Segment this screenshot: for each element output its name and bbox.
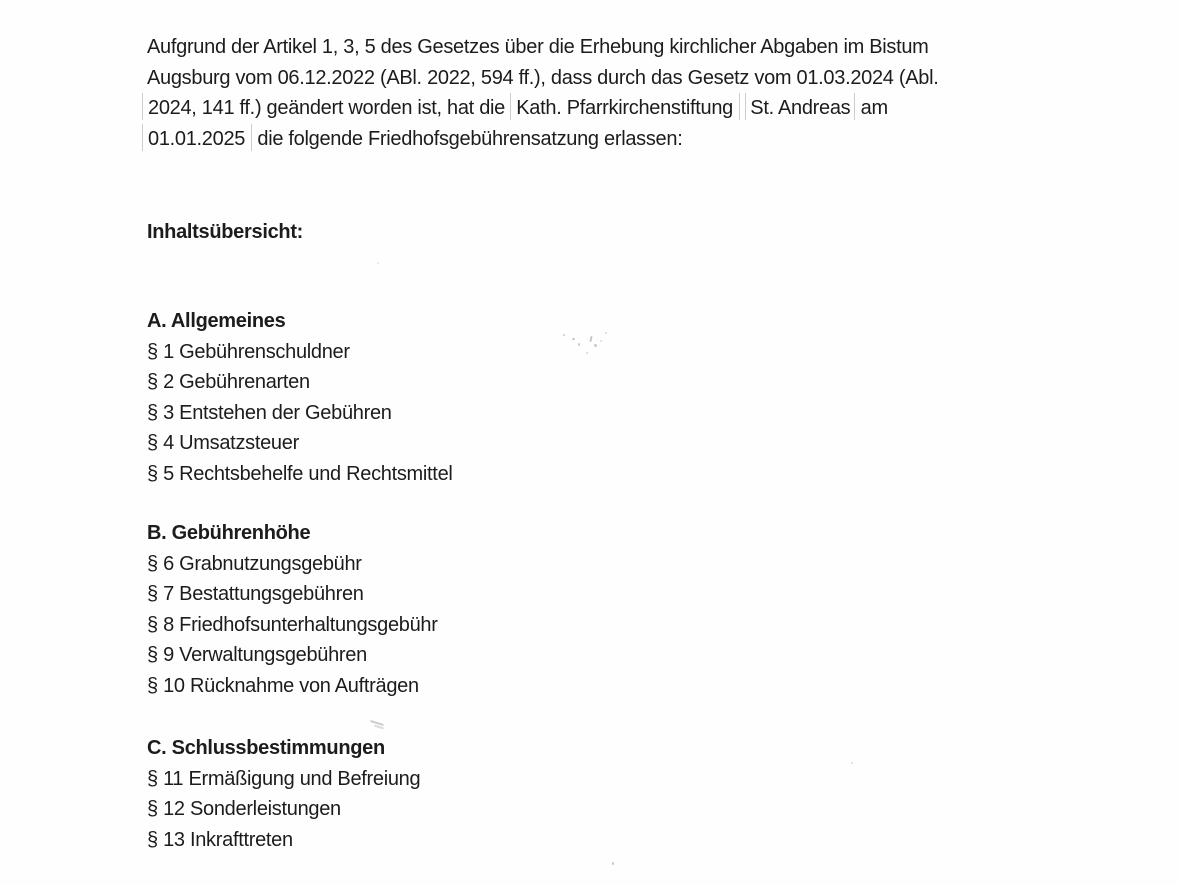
toc-section-schlussbestimmungen	[147, 733, 420, 855]
toc-item: § 12 Sonderleistungen	[147, 798, 341, 821]
toc-item: § 1 Gebührenschuldner	[147, 340, 350, 363]
field-boundary-mark	[854, 93, 855, 120]
toc-item: § 3 Entstehen der Gebühren	[147, 401, 392, 424]
toc-item: § 10 Rücknahme von Aufträgen	[147, 674, 419, 697]
toc-item: § 8 Friedhofsunterhaltungsgebühr	[147, 613, 438, 636]
toc-item: § 7 Bestattungsgebühren	[147, 583, 364, 606]
section-heading: A. Allgemeines	[147, 310, 286, 332]
toc-item: § 2 Gebührenarten	[147, 371, 310, 394]
preamble-line-3-tail: am	[860, 97, 888, 120]
toc-item: § 13 Inkrafttreten	[147, 828, 293, 851]
field-boundary-mark	[142, 93, 143, 120]
field-boundary-mark	[739, 93, 740, 120]
toc-item: § 5 Rechtsbehelfe und Rechtsmittel	[147, 462, 453, 485]
institution-field-value: Kath. Pfarrkirchenstiftung	[516, 97, 734, 120]
preamble-line-1: Aufgrund der Artikel 1, 3, 5 des Gesetzes über die Erhebung kirchlicher Abgaben im Bistum	[147, 36, 929, 58]
preamble-line-4-tail: die folgende Friedhofsgebührensatzung erlassen:	[257, 127, 683, 150]
preamble-line-3	[147, 93, 939, 124]
preamble-line-4	[147, 124, 939, 155]
preamble-paragraph	[147, 32, 939, 154]
toc-item: § 9 Verwaltungsgebühren	[147, 644, 367, 667]
field-boundary-mark	[251, 124, 252, 151]
toc-title: Inhaltsübersicht:	[147, 221, 304, 243]
date-field-value: 01.01.2025	[148, 127, 246, 150]
parish-field-value: St. Andreas	[750, 97, 851, 120]
field-boundary-mark	[142, 124, 143, 151]
toc-section-gebuehrenhoehe	[147, 518, 438, 702]
field-boundary-mark	[745, 93, 746, 120]
toc-item: § 6 Grabnutzungsgebühr	[147, 552, 362, 575]
preamble-line-3-text: 2024, 141 ff.) geändert worden ist, hat die	[148, 97, 505, 120]
section-heading: C. Schlussbestimmungen	[147, 737, 385, 759]
field-boundary-mark	[510, 93, 511, 120]
toc-item: § 4 Umsatzsteuer	[147, 432, 299, 455]
toc-section-allgemeines	[147, 306, 453, 490]
preamble-line-2: Augsburg vom 06.12.2022 (ABl. 2022, 594 ff.), dass durch das Gesetz vom 01.03.2024 (Abl.	[147, 66, 939, 89]
toc-item: § 11 Ermäßigung und Befreiung	[147, 767, 421, 790]
section-heading: B. Gebührenhöhe	[147, 522, 311, 544]
